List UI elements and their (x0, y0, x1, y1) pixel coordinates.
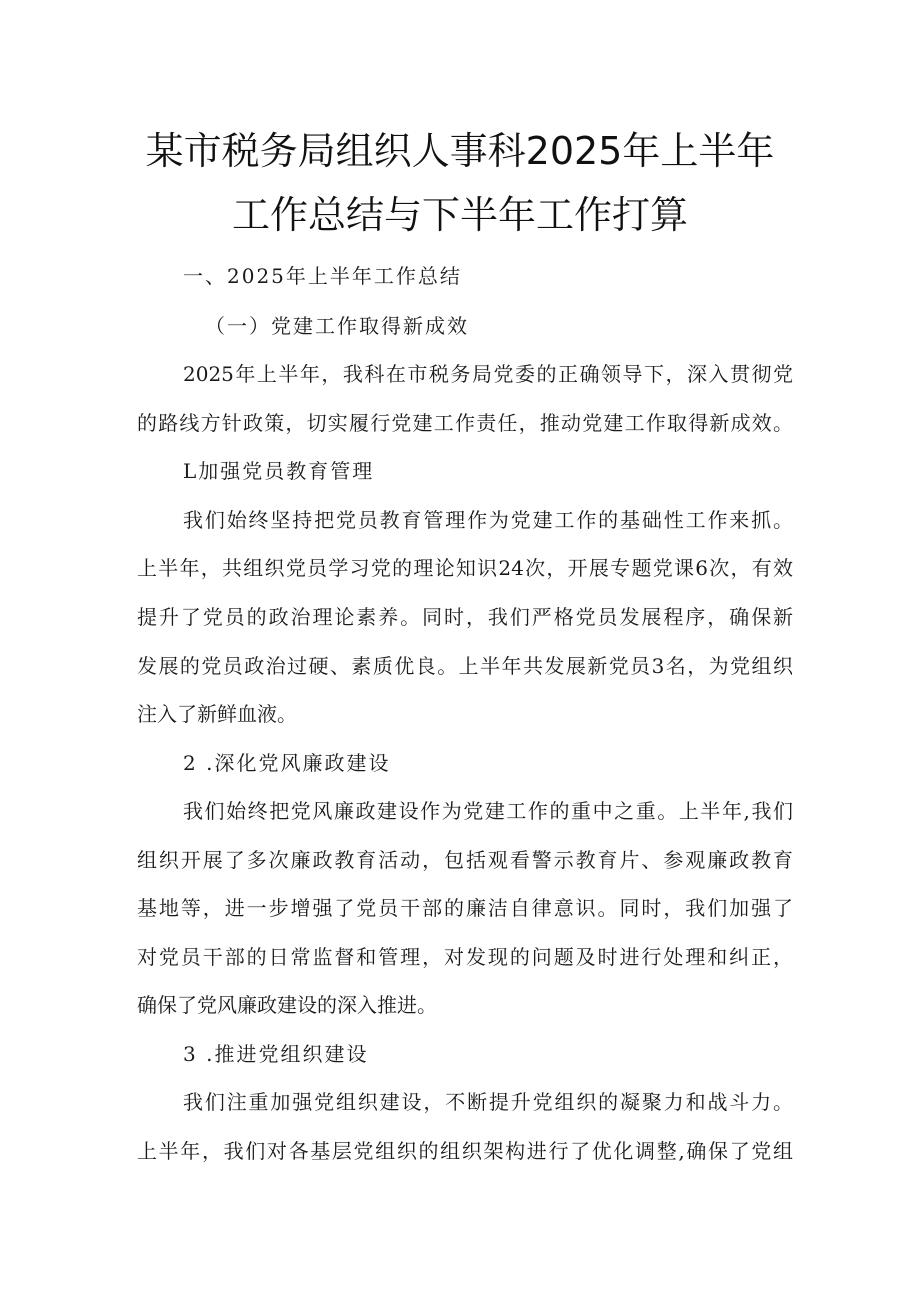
paragraph-line: 组织开展了多次廉政教育活动，包括观看警示教育片、参观廉政教育 (137, 848, 793, 872)
paragraph-line: 对党员干部的日常监督和管理，对发现的问题及时进行处理和纠正， (137, 945, 793, 969)
paragraph-line: 的路线方针政策，切实履行党建工作责任，推动党建工作取得新成效。 (137, 411, 793, 435)
paragraph-line: 发展的党员政治过硬、素质优良。上半年共发展新党员3名，为党组织 (137, 654, 793, 678)
paragraph-line: 确保了党风廉政建设的深入推进。 (137, 993, 437, 1017)
paragraph-line: 上半年，共组织党员学习党的理论知识24次，开展专题党课6次，有效 (137, 556, 793, 580)
item-heading: L加强党员教育管理 (183, 459, 375, 483)
paragraph-line: 提升了党员的政治理论素养。同时，我们严格党员发展程序，确保新 (137, 605, 793, 629)
paragraph-line: 注入了新鲜血液。 (137, 702, 297, 726)
paragraph-line: 我们始终把党风廉政建设作为党建工作的重中之重。上半年,我们 (183, 799, 793, 823)
document-title-line-1: 某市税务局组织人事科2025年上半年 (145, 129, 775, 173)
paragraph-line: 基地等，进一步增强了党员干部的廉洁自律意识。同时，我们加强了 (137, 896, 793, 920)
paragraph-line: 上半年，我们对各基层党组织的组织架构进行了优化调整,确保了党组 (137, 1139, 793, 1163)
document-title-line-2: 工作总结与下半年工作打算 (231, 193, 688, 237)
item-heading: 2 .深化党风廉政建设 (183, 751, 391, 775)
paragraph-line: 我们注重加强党组织建设，不断提升党组织的凝聚力和战斗力。 (183, 1090, 793, 1114)
subsection-heading: （一）党建工作取得新成效 (205, 314, 469, 338)
paragraph-line: 2025年上半年，我科在市税务局党委的正确领导下，深入贯彻党 (183, 362, 793, 386)
item-heading: 3 .推进党组织建设 (183, 1042, 369, 1066)
paragraph-line: 我们始终坚持把党员教育管理作为党建工作的基础性工作来抓。 (183, 508, 793, 532)
section-heading: 一、2025年上半年工作总结 (183, 264, 462, 288)
